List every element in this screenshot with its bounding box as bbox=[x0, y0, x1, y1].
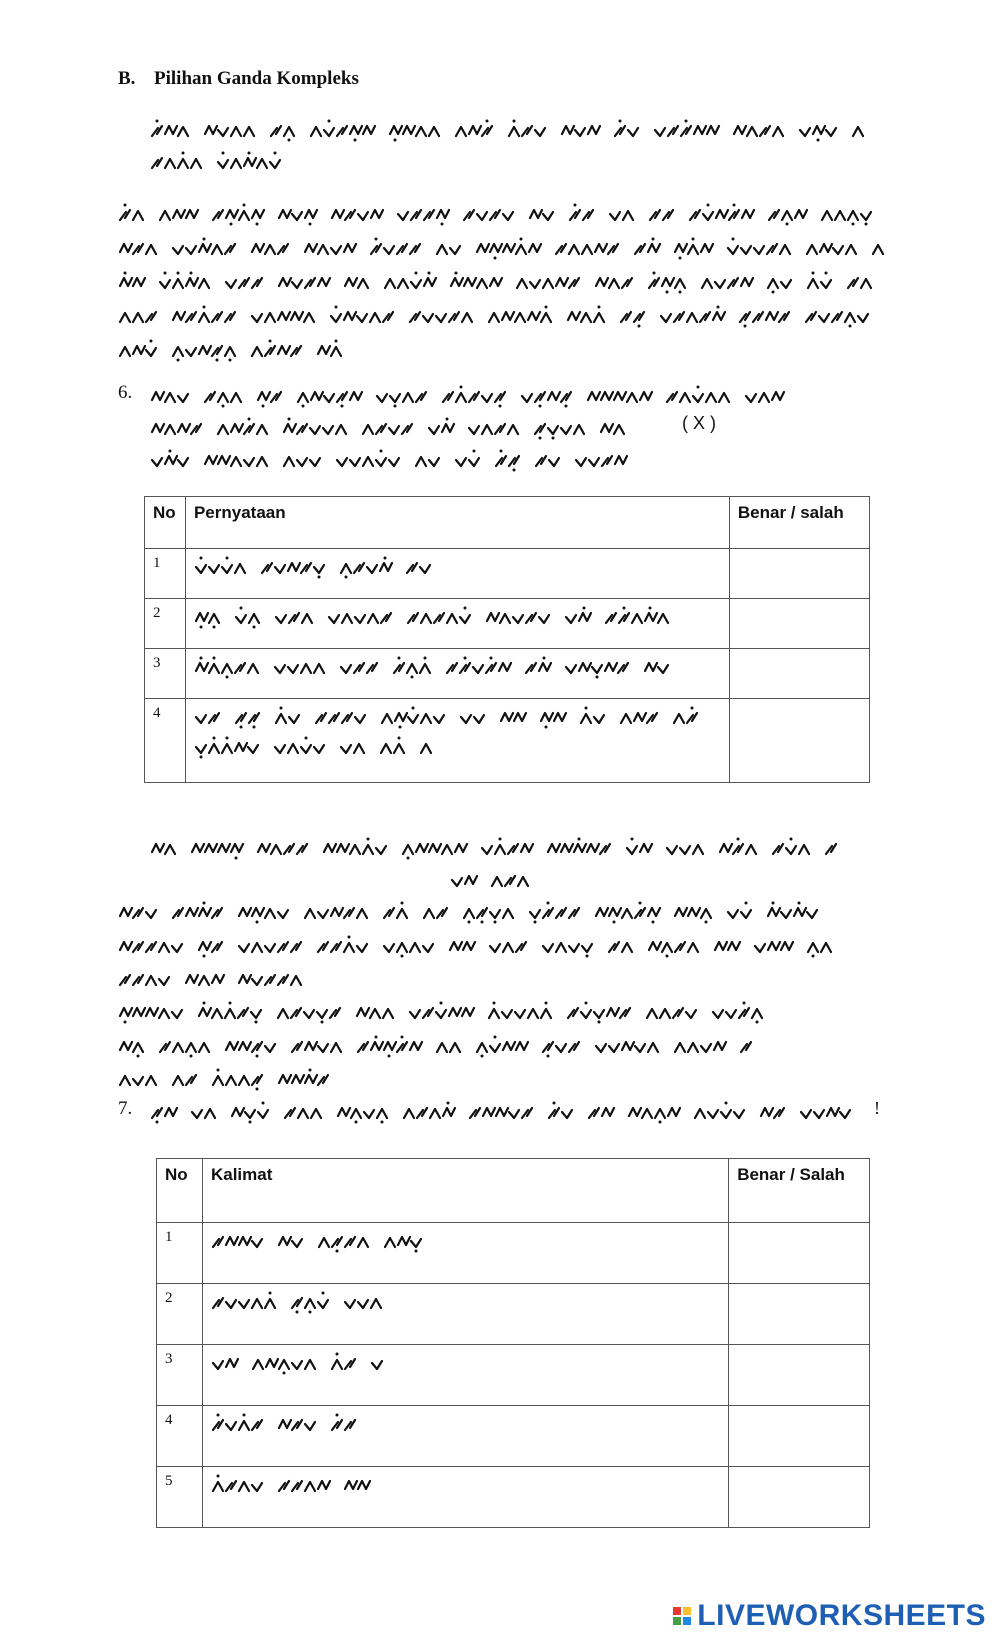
passage2-line bbox=[450, 868, 550, 894]
script-glyphs bbox=[150, 836, 850, 860]
script-glyphs bbox=[150, 416, 650, 440]
sentence-cell bbox=[202, 1223, 728, 1284]
answer-cell[interactable] bbox=[729, 549, 869, 599]
logo-square bbox=[673, 1607, 681, 1615]
passage-line bbox=[118, 236, 888, 262]
script-glyphs bbox=[118, 967, 318, 991]
column-header-no: No bbox=[157, 1159, 203, 1223]
question-7-end-mark: ! bbox=[874, 1098, 880, 1118]
script-glyphs bbox=[194, 655, 674, 679]
script-glyphs bbox=[211, 1229, 431, 1253]
passage2-line bbox=[118, 1034, 758, 1060]
script-glyphs bbox=[118, 1034, 758, 1058]
sentence-cell bbox=[202, 1467, 728, 1528]
statements-table bbox=[144, 496, 870, 783]
statement-cell bbox=[185, 599, 729, 649]
table-row bbox=[157, 1284, 870, 1345]
answer-cell[interactable] bbox=[729, 649, 869, 699]
instruction-line bbox=[150, 118, 870, 144]
script-glyphs bbox=[150, 118, 870, 142]
script-glyphs bbox=[211, 1351, 391, 1375]
row-number: 4 bbox=[157, 1406, 203, 1467]
sentence-cell bbox=[202, 1345, 728, 1406]
row-number: 2 bbox=[145, 599, 186, 649]
answer-cell[interactable] bbox=[729, 1467, 870, 1528]
logo-square bbox=[673, 1617, 681, 1625]
passage-line bbox=[118, 338, 358, 364]
script-glyphs bbox=[211, 1412, 371, 1436]
passage2-line bbox=[118, 934, 858, 960]
script-glyphs bbox=[150, 1100, 860, 1124]
script-glyphs bbox=[118, 202, 888, 226]
question-7-text bbox=[150, 1100, 860, 1126]
column-header-answer: Benar / salah bbox=[729, 497, 869, 549]
answer-cell[interactable] bbox=[729, 599, 869, 649]
liveworksheets-brand bbox=[673, 1599, 986, 1633]
passage2-line bbox=[118, 1000, 778, 1026]
sentence-cell bbox=[202, 1406, 728, 1467]
script-glyphs bbox=[118, 236, 888, 260]
passage-line bbox=[118, 304, 888, 330]
script-glyphs bbox=[118, 270, 888, 294]
script-glyphs bbox=[118, 304, 888, 328]
table-row bbox=[157, 1467, 870, 1528]
script-glyphs bbox=[211, 1473, 391, 1497]
section-letter: B. bbox=[118, 68, 136, 89]
question-6-text bbox=[150, 448, 650, 474]
script-glyphs bbox=[118, 900, 848, 924]
answer-cell[interactable] bbox=[729, 1223, 870, 1284]
answer-cell[interactable] bbox=[729, 1406, 870, 1467]
row-number: 1 bbox=[157, 1223, 203, 1284]
column-header-sentence: Kalimat bbox=[202, 1159, 728, 1223]
question-6-text bbox=[150, 416, 650, 442]
answer-cell[interactable] bbox=[729, 699, 869, 783]
section-title-text: Pilihan Ganda Kompleks bbox=[154, 68, 359, 89]
script-glyphs bbox=[150, 384, 800, 408]
column-header-answer: Benar / Salah bbox=[729, 1159, 870, 1223]
logo-square bbox=[683, 1607, 691, 1615]
table-row bbox=[145, 549, 870, 599]
script-glyphs bbox=[450, 868, 550, 892]
passage-line bbox=[118, 270, 888, 296]
sentences-table bbox=[156, 1158, 870, 1528]
answer-cell[interactable] bbox=[729, 1284, 870, 1345]
script-glyphs bbox=[118, 1067, 338, 1091]
brand-name: LIVEWORKSHEETS bbox=[697, 1599, 986, 1632]
table-row bbox=[145, 649, 870, 699]
row-number: 4 bbox=[145, 699, 186, 783]
passage2-line bbox=[150, 836, 850, 862]
passage2-line bbox=[118, 900, 848, 926]
script-glyphs bbox=[150, 448, 650, 472]
column-header-statement: Pernyataan bbox=[185, 497, 729, 549]
table-row bbox=[145, 699, 870, 783]
row-number: 5 bbox=[157, 1467, 203, 1528]
section-title bbox=[118, 68, 359, 90]
table-row bbox=[157, 1345, 870, 1406]
column-header-no: No bbox=[145, 497, 186, 549]
script-glyphs bbox=[194, 735, 444, 759]
mark-x-hint: ( X ) bbox=[682, 413, 716, 433]
statement-cell bbox=[185, 699, 729, 783]
row-number: 2 bbox=[157, 1284, 203, 1345]
question-6-text bbox=[150, 384, 800, 410]
statement-cell bbox=[185, 649, 729, 699]
script-glyphs bbox=[194, 555, 454, 579]
script-glyphs bbox=[118, 1000, 778, 1024]
passage-line bbox=[118, 202, 888, 228]
table-row bbox=[157, 1406, 870, 1467]
script-glyphs bbox=[118, 934, 858, 958]
row-number: 3 bbox=[157, 1345, 203, 1406]
passage2-line bbox=[118, 967, 318, 993]
row-number: 1 bbox=[145, 549, 186, 599]
question-7-number: 7. bbox=[118, 1098, 133, 1119]
table-row bbox=[157, 1223, 870, 1284]
logo-square bbox=[683, 1617, 691, 1625]
script-glyphs bbox=[194, 705, 714, 729]
script-glyphs bbox=[150, 150, 300, 174]
answer-cell[interactable] bbox=[729, 1345, 870, 1406]
script-glyphs bbox=[211, 1290, 391, 1314]
sentence-cell bbox=[202, 1284, 728, 1345]
table-row bbox=[145, 599, 870, 649]
liveworksheets-logo-icon bbox=[673, 1607, 691, 1625]
question-6-number: 6. bbox=[118, 382, 133, 403]
script-glyphs bbox=[194, 605, 674, 629]
row-number: 3 bbox=[145, 649, 186, 699]
script-glyphs bbox=[118, 338, 358, 362]
statement-cell bbox=[185, 549, 729, 599]
passage2-line bbox=[118, 1067, 338, 1093]
instruction-line bbox=[150, 150, 300, 176]
